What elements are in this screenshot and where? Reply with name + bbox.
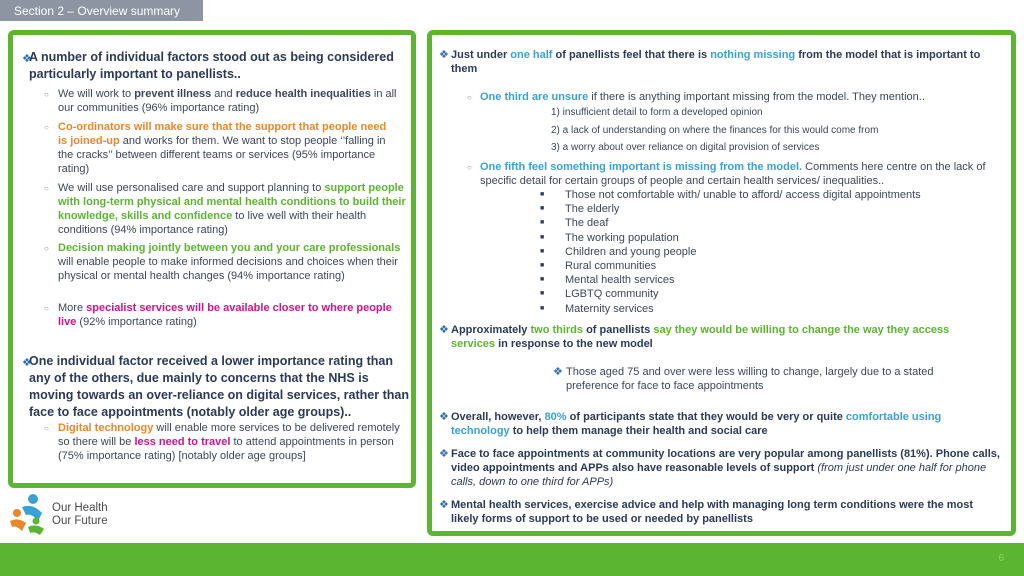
- circle-bullet-icon: ○: [44, 304, 49, 313]
- list-item: ■ Mental health services: [540, 274, 675, 287]
- diamond-bullet-icon: ❖: [439, 448, 449, 460]
- factor-joint-decision-making: Decision making jointly between you and your care professionals will enable people to make informed decisions and choices when their physical or mental health changes (94% importance rating): [58, 242, 401, 282]
- list-item: ■ The elderly: [540, 203, 620, 216]
- unsure-reason-3: 3) a worry about over reliance on digital provision of services: [551, 142, 820, 153]
- diamond-bullet-icon: ❖: [439, 49, 449, 61]
- left-heading-2: One individual factor received a lower importance rating than any of the others, due mainly to concerns that the NHS is moving towards an over-reliance on digital services, rather than face to face appointments (notably older age groups)..: [29, 354, 409, 419]
- left-heading-1: A number of individual factors stood out as being considered particularly important to panellists..: [29, 50, 394, 81]
- circle-bullet-icon: ○: [44, 90, 49, 99]
- circle-bullet-icon: ○: [44, 184, 49, 193]
- circle-bullet-icon: ○: [44, 424, 49, 433]
- finding-one-third-unsure: One third are unsure if there is anything important missing from the model. They mention..: [480, 91, 925, 103]
- finding-support-types: Mental health services, exercise advice and help with managing long term conditions were the most likely forms of support to be used or needed by panellists: [451, 499, 974, 525]
- page-number: 6: [998, 553, 1004, 564]
- our-health-our-future-logo: [8, 493, 123, 539]
- factor-specialist-services: More specialist services will be available closer to where people live (92% importance rating): [58, 302, 392, 328]
- footer-bar: [0, 543, 1024, 576]
- factor-prevent-illness: We will work to prevent illness and reduce health inequalities in all our communities (96% importance rating): [58, 88, 397, 114]
- missing-groups-list: [540, 188, 1000, 316]
- factor-coordinators: Co-ordinators will make sure that the support that people need is joined-up and works for them. We want to stop people ‘’falling in the cracks’’ between different teams or services (95% importance rating): [58, 121, 387, 175]
- circle-bullet-icon: ○: [44, 244, 49, 253]
- section-tab: Section 2 – Overview summary: [0, 0, 203, 21]
- factor-digital-technology: Digital technology will enable more services to be delivered remotely so there will be less need to travel to attend appointments in person (75% importance rating) [notably older age groups]: [58, 422, 400, 462]
- list-item: ■ LGBTQ community: [540, 288, 659, 301]
- finding-one-fifth-missing: One fifth feel something important is missing from the model. Comments here centre on the lack of specific detail for certain groups of people and certain health services/ inequalities..: [480, 161, 986, 187]
- finding-comfortable-technology: Overall, however, 80% of participants state that they would be very or quite comfortable using technology to help them manage their health and social care: [451, 411, 942, 437]
- list-item: ■ The working population: [540, 231, 679, 244]
- finding-over-75-less-willing: Those aged 75 and over were less willing to change, largely due to a stated preference for face to face appointments: [566, 366, 934, 392]
- unsure-reason-1: 1) insufficient detail to form a developed opinion: [551, 107, 763, 118]
- finding-two-thirds-willing: Approximately two thirds of panellists say they would be willing to change the way they access services in response to the new model: [451, 324, 950, 350]
- factor-personalised-care: We will use personalised care and support planning to support people with long-term physical and mental health conditions to build their knowledge, skills and confidence to live well with their health conditions (94% importance rating): [58, 182, 406, 236]
- diamond-bullet-icon: ❖: [439, 411, 449, 423]
- list-item: ■ Rural communities: [540, 259, 657, 272]
- unsure-reason-2: 2) a lack of understanding on where the finances for this would come from: [551, 125, 879, 136]
- logo-figures-icon: [8, 493, 48, 537]
- diamond-bullet-icon: ❖: [22, 357, 32, 369]
- finding-face-to-face: Face to face appointments at community locations are very popular among panellists (81%). Phone calls, video appointments and APPs also have reasonable levels of support (from just under one half for phone calls, down to one third for APPs): [451, 448, 1000, 488]
- circle-bullet-icon: ○: [44, 123, 49, 132]
- logo-text: Our Health Our Future: [52, 502, 108, 527]
- diamond-bullet-icon: ❖: [439, 499, 449, 511]
- list-item: ■ The deaf: [540, 217, 609, 230]
- circle-bullet-icon: ○: [467, 163, 472, 172]
- list-item: ■ Those not comfortable with/ unable to afford/ access digital appointments: [540, 189, 921, 201]
- circle-bullet-icon: ○: [467, 93, 472, 102]
- finding-nothing-missing: Just under one half of panellists feel that there is nothing missing from the model that is important to them: [451, 49, 981, 75]
- right-summary-panel: [427, 30, 1016, 536]
- list-item: ■ Maternity services: [540, 302, 654, 315]
- diamond-bullet-icon: ❖: [553, 366, 563, 378]
- diamond-bullet-icon: ❖: [22, 53, 32, 65]
- list-item: ■ Children and young people: [540, 245, 697, 258]
- left-summary-panel: [8, 30, 416, 488]
- diamond-bullet-icon: ❖: [439, 324, 449, 336]
